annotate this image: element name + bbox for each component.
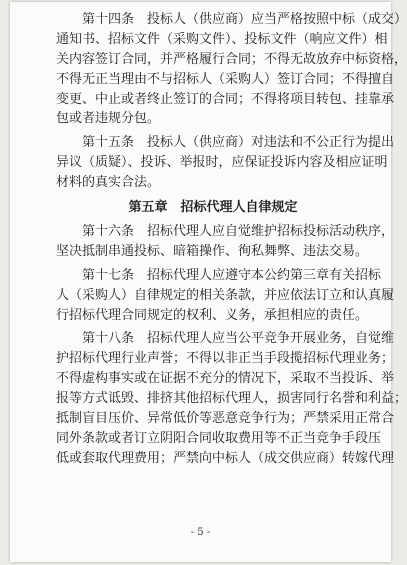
article-14-line-2: 通知书、招标文件（采购文件）、投标文件（响应文件）相 (56, 31, 388, 47)
article-18-line-1: 第十八条 招标代理人应当公平竞争开展业务，自觉维 (82, 331, 395, 347)
article-15-line-2: 异议（质疑）、投诉、举报时，应保证投诉内容及相应证明 (56, 155, 388, 171)
article-16-line-2: 坚决抵制串通投标、暗箱操作、徇私舞弊、违法交易。 (56, 243, 369, 259)
article-17-line-3: 行招标代理合同规定的权利、义务，承担相应的责任。 (56, 307, 369, 323)
article-18-line-5: 抵制盲目压价、异常低价等恶意竞争行为；严禁采用正常合 (56, 411, 395, 427)
document-page (10, 2, 407, 562)
article-15-line-3: 材料的真实合法。 (56, 175, 161, 191)
article-18-line-7: 低或套取代理费用；严禁向中标人（成交供应商）转嫁代理 (56, 450, 395, 466)
article-15 (56, 133, 395, 193)
article-17-line-1: 第十七条 招标代理人应遵守本公约第三章有关招标 (82, 267, 382, 283)
article-18 (56, 329, 407, 468)
article-18-line-4: 报等方式诋毁、排挤其他招标代理人，损害同行名誉和利益； (56, 391, 407, 407)
article-17 (56, 266, 395, 326)
article-14-line-5: 变更、中止或者终止签订的合同；不得将项目转包、挂靠承 (56, 91, 395, 107)
article-14-line-4: 不得无正当理由不与招标人（采购人）签订合同；不得擅自 (56, 71, 395, 87)
article-17-line-2: 人（采购人）自律规定的相关条款，并应依法订立和认真履 (56, 287, 395, 303)
article-14-line-1: 第十四条 投标人（供应商）应当严格按照中标（成交） (82, 12, 407, 27)
article-14-line-6: 包或者违规分包。 (56, 111, 161, 127)
article-18-line-6: 同外条款或者订立阴阳合同收取费用等不正当竞争手段压 (56, 430, 382, 446)
chapter-heading: 第五章 招标代理人自律规定 (128, 200, 298, 216)
article-16 (56, 222, 395, 262)
article-14-line-3: 关内容签订合同，并严格履行合同；不得无故放弃中标资格， (56, 51, 407, 67)
article-18-line-2: 护招标代理行业声誉；不得以非正当手段揽招标代理业务； (56, 351, 395, 367)
article-16-line-1: 第十六条 招标代理人应自觉维护招标投标活动秩序， (82, 224, 395, 240)
article-18-line-3: 不得虚构事实或在证据不充分的情况下，采取不当投诉、举 (56, 371, 395, 387)
page-number: - 5 - (190, 527, 211, 538)
page-content (56, 10, 407, 469)
article-14 (56, 10, 407, 129)
article-15-line-1: 第十五条 投标人（供应商）对违法和不公正行为提出 (82, 135, 395, 151)
